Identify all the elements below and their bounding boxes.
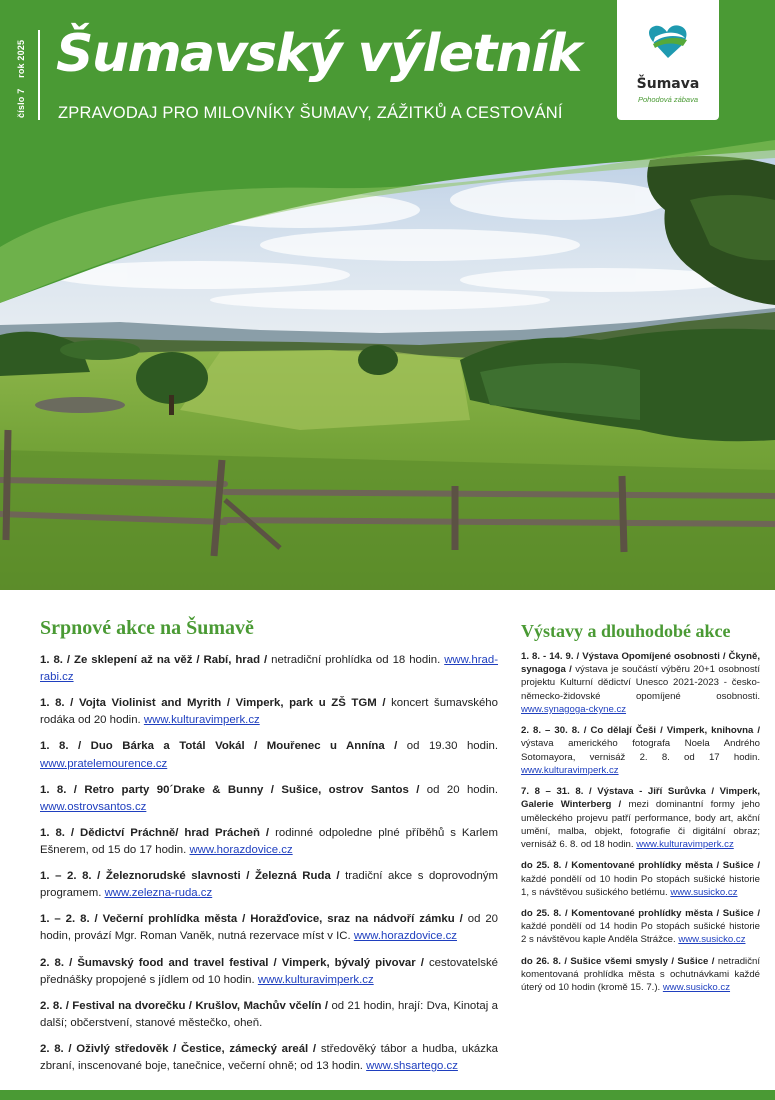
event-link[interactable]: www.kulturavimperk.cz	[257, 973, 374, 986]
event-item: 1. 8. / Dědictví Práchně/ hrad Prácheň / rodinné odpoledne plné příběhů s Karlem Ešnerem, od 15 do 17 hodin. www.horazdovice.cz	[40, 826, 499, 856]
section-heading: Srpnové akce na Šumavě	[40, 617, 254, 639]
title-divider	[38, 30, 40, 120]
exhibition-link[interactable]: www.susicko.cz	[678, 934, 746, 946]
event-item: 1. 8. / Ze sklepení až na věž / Rabí, hrad / netradiční prohlídka od 18 hodin. www.hrad-rabi.cz	[40, 654, 499, 684]
exhibition-item: 1. 8. - 14. 9. / Výstava Opomíjené osobnosti / Čkyně, synagoga / výstava je součástí výběru 20+1 osobností projektu Kulturní dědictví Unesco 2021-2023 - česko-německo-židovské opomíjené osobnosti. www.synagoga-ckyne.cz	[521, 651, 760, 715]
footer-bar	[0, 1090, 775, 1100]
august-events-section	[40, 617, 498, 1084]
issue-year: rok 2025	[16, 39, 26, 78]
newsletter-subtitle: ZPRAVODAJ PRO MILOVNÍKY ŠUMAVY, ZÁŽITKŮ A CESTOVÁNÍ	[58, 104, 563, 122]
event-link[interactable]: www.horazdovice.cz	[353, 930, 458, 943]
exhibition-item: 7. 8 – 31. 8. / Výstava - Jiří Surůvka / Vimperk, Galerie Winterberg / mezi dominantní formy jeho uměleckého projevu patří performance, body art, akční umění, malba, objekt, fotografie či digitální obraz; vernisáž 6. 8. od 18 hodin. www.kulturavimperk.cz	[521, 786, 760, 851]
sumava-heart-logo-icon	[617, 0, 719, 70]
event-item: 1. 8. / Retro party 90´Drake & Bunny / Sušice, ostrov Santos / od 20 hodin. www.ostrovsantos.cz	[40, 783, 498, 813]
logo-wordmark: Šumava	[636, 76, 700, 92]
exhibition-link[interactable]: www.susicko.cz	[662, 982, 731, 994]
exhibition-item: do 25. 8. / Komentované prohlídky města / Sušice / každé pondělí od 14 hodin Po stopách sušické historie 2 s návštěvou kaple Anděla Strážce. www.susicko.cz	[521, 907, 760, 946]
event-item: 2. 8. / Festival na dvorečku / Krušlov, Machův včelín / od 21 hodin, hrají: Dva, Kinotaj a další; občerstvení, stanové městečko, oheň.	[40, 999, 498, 1029]
issue-number: číslo 7	[16, 88, 26, 118]
exhibition-link[interactable]: www.kulturavimperk.cz	[636, 839, 734, 851]
event-item: 2. 8. / Šumavský food and travel festival / Vimperk, bývalý pivovar / cestovatelské přednášky propojené s jídlem od 10 hodin. www.kulturavimperk.cz	[40, 956, 498, 986]
exhibition-link[interactable]: www.kulturavimperk.cz	[521, 764, 619, 776]
section-heading: Výstavy a dlouhodobé akce	[521, 621, 731, 641]
exhibition-item: do 25. 8. / Komentované prohlídky města / Sušice / každé pondělí od 10 hodin Po stopách sušické historie 1, s návštěvou sušického betlému. www.susicko.cz	[521, 860, 760, 898]
event-item: 2. 8. / Oživlý středověk / Čestice, zámecký areál / středověký tábor a hudba, ukázka zbraní, inscenované boje, tanečnice, večerní ohně; od 13 hodin. www.shsartego.cz	[40, 1042, 498, 1073]
issue-info	[16, 32, 26, 118]
event-link[interactable]: www.pratelemourence.cz	[40, 757, 168, 770]
event-item: 1. – 2. 8. / Večerní prohlídka města / Horažďovice, sraz na nádvoří zámku / od 20 hodin, provází Mgr. Roman Vaněk, nutná rezervace míst v IC. www.horazdovice.cz	[40, 913, 499, 943]
event-link[interactable]: www.hrad-rabi.cz	[40, 654, 499, 684]
event-link[interactable]: www.zelezna-ruda.cz	[104, 887, 213, 900]
exhibition-item: do 26. 8. / Sušice všemi smysly / Sušice / netradiční komentovaná prohlídka města s ochutnávkami každé úterý od 10 hodin (kromě 15. 7.). www.susicko.cz	[521, 955, 760, 994]
event-link[interactable]: www.shsartego.cz	[366, 1060, 458, 1073]
event-link[interactable]: www.ostrovsantos.cz	[40, 800, 147, 813]
exhibition-link[interactable]: www.synagoga-ckyne.cz	[521, 703, 627, 715]
event-item: 1. 8. / Vojta Violinist and Myrith / Vimperk, park u ZŠ TGM / koncert šumavského rodáka od 20 hodin. www.kulturavimperk.cz	[40, 697, 498, 727]
newsletter-title: Šumavský výletník	[56, 24, 581, 84]
sumava-logo	[617, 0, 719, 120]
event-link[interactable]: www.kulturavimperk.cz	[143, 714, 260, 727]
event-link[interactable]: www.horazdovice.cz	[189, 843, 293, 856]
exhibition-link[interactable]: www.susicko.cz	[670, 886, 738, 898]
exhibitions-section	[521, 621, 760, 1002]
logo-tagline: Pohodová zábava	[637, 95, 699, 104]
event-item: 1. 8. / Duo Bárka a Totál Vokál / Mouřenec u Annína / od 19.30 hodin. www.pratelemourence.cz	[40, 740, 498, 770]
event-item: 1. – 2. 8. / Železnorudské slavnosti / Železná Ruda / tradiční akce s doprovodným programem. www.zelezna-ruda.cz	[40, 870, 498, 900]
exhibition-item: 2. 8. – 30. 8. / Co dělají Češi / Vimperk, knihovna / výstava amerického fotografa Noela Andrého Sotomayora, vernisáž 2. 8. od 17 hodin. www.kulturavimperk.cz	[521, 725, 760, 776]
